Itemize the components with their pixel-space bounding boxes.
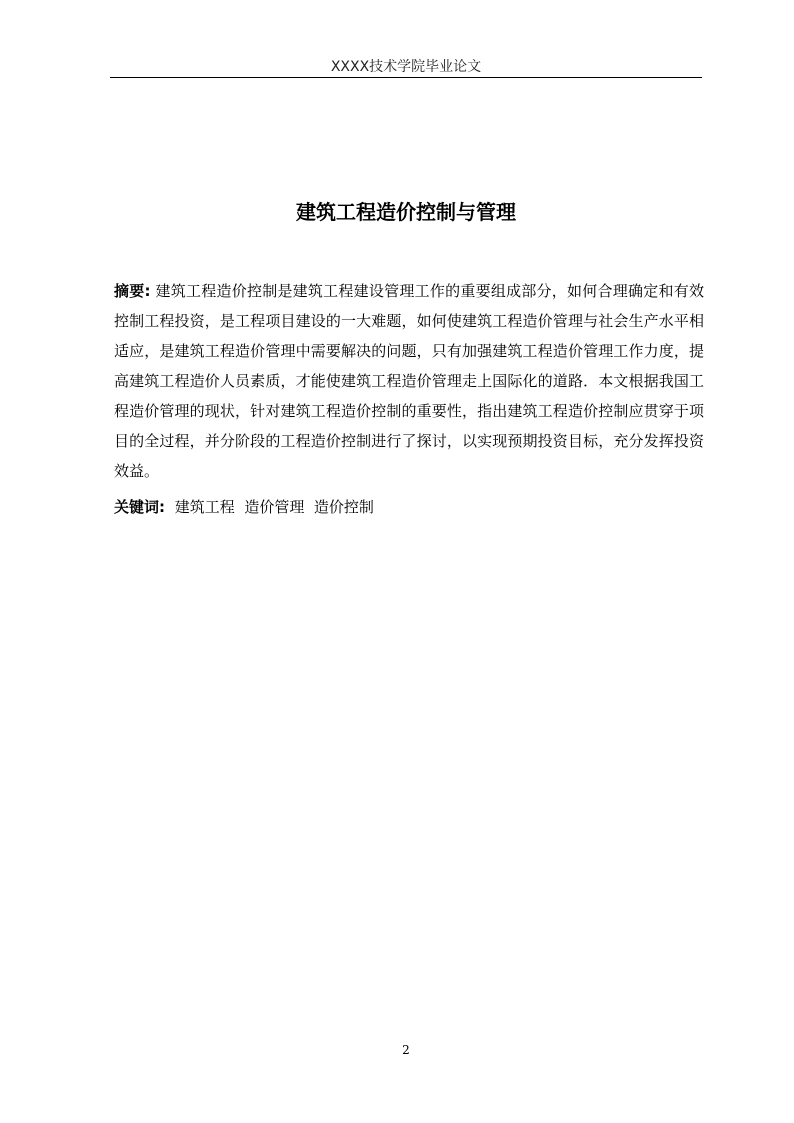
- keyword-item: 造价管理: [244, 498, 305, 516]
- keyword-item: 造价控制: [313, 498, 374, 516]
- keyword-item: 建筑工程: [174, 498, 235, 516]
- keywords-label: 关键词:: [114, 498, 165, 516]
- abstract-text: 建筑工程造价控制是建筑工程建设管理工作的重要组成部分，如何合理确定和有效控制工程投资，是工程项目建设的一大难题，如何使建筑工程造价管理与社会生产水平相适应，是建筑工程造价管理中需要解决的问题，只有加强建筑工程造价管理工作力度，提高建筑工程造价人员素质，才能使建筑工程造价管理走上国际化的道路．本文根据我国工程造价管理的现状，针对建筑工程造价控制的重要性，指出建筑工程造价控制应贯穿于项目的全过程，并分阶段的工程造价控制进行了探讨，以实现预期投资目标，充分发挥投资效益。: [114, 282, 704, 480]
- running-header: XXXX技术学院毕业论文: [330, 59, 482, 75]
- keywords-line: [114, 492, 704, 522]
- paper-title: 建筑工程造价控制与管理: [296, 200, 516, 224]
- page-number: 2: [402, 1043, 410, 1057]
- header-divider: [110, 77, 702, 78]
- abstract-label: 摘要:: [114, 282, 151, 300]
- abstract-paragraph: [114, 276, 704, 486]
